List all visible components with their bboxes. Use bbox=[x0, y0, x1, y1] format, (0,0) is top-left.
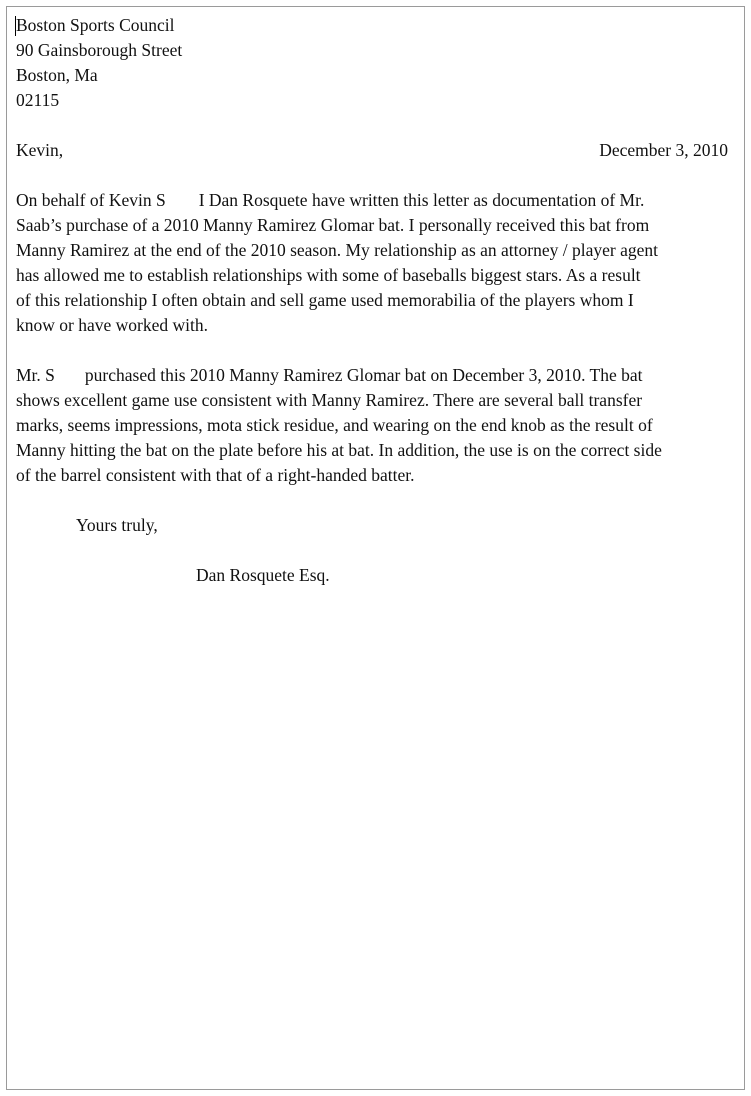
paragraph-line: know or have worked with. bbox=[16, 315, 208, 335]
paragraph-text: I Dan Rosquete have written this letter as documentation of Mr. bbox=[198, 190, 645, 210]
paragraph-line: shows excellent game use consistent with Manny Ramirez. There are several ball transfer bbox=[16, 390, 643, 410]
salutation: Kevin, bbox=[16, 140, 64, 160]
address-line: 02115 bbox=[16, 90, 60, 110]
paragraph-line bbox=[16, 188, 728, 213]
letter-body[interactable] bbox=[16, 13, 728, 588]
paragraph-line: of the barrel consistent with that of a right-handed batter. bbox=[16, 465, 415, 485]
address-line: Boston, Ma bbox=[16, 65, 98, 85]
address-line: 90 Gainsborough Street bbox=[16, 40, 183, 60]
address-line: Boston Sports Council bbox=[16, 15, 175, 35]
paragraph-line: Saab’s purchase of a 2010 Manny Ramirez Glomar bat. I personally received this bat from bbox=[16, 215, 650, 235]
signature: Dan Rosquete Esq. bbox=[196, 565, 330, 585]
greeting-row bbox=[16, 138, 728, 163]
closing: Yours truly, bbox=[76, 515, 158, 535]
paragraph-text: Mr. S bbox=[16, 365, 55, 385]
paragraph-text: purchased this 2010 Manny Ramirez Glomar bat on December 3, 2010. The bat bbox=[84, 365, 643, 385]
paragraph-line: Manny hitting the bat on the plate before his at bat. In addition, the use is on the correct side bbox=[16, 440, 662, 460]
paragraph-text: On behalf of Kevin S bbox=[16, 190, 166, 210]
paragraph-line: has allowed me to establish relationships with some of baseballs biggest stars. As a result bbox=[16, 265, 641, 285]
paragraph-line: marks, seems impressions, mota stick residue, and wearing on the end knob as the result of bbox=[16, 415, 653, 435]
paragraph-line: Manny Ramirez at the end of the 2010 season. My relationship as an attorney / player agent bbox=[16, 240, 658, 260]
letter-date: December 3, 2010 bbox=[599, 140, 728, 160]
paragraph-line: of this relationship I often obtain and sell game used memorabilia of the players whom I bbox=[16, 290, 634, 310]
paragraph-line bbox=[16, 363, 728, 388]
letter-page bbox=[6, 6, 745, 1090]
recipient-address bbox=[16, 13, 728, 113]
paragraph-1 bbox=[16, 188, 728, 338]
paragraph-2 bbox=[16, 363, 728, 488]
